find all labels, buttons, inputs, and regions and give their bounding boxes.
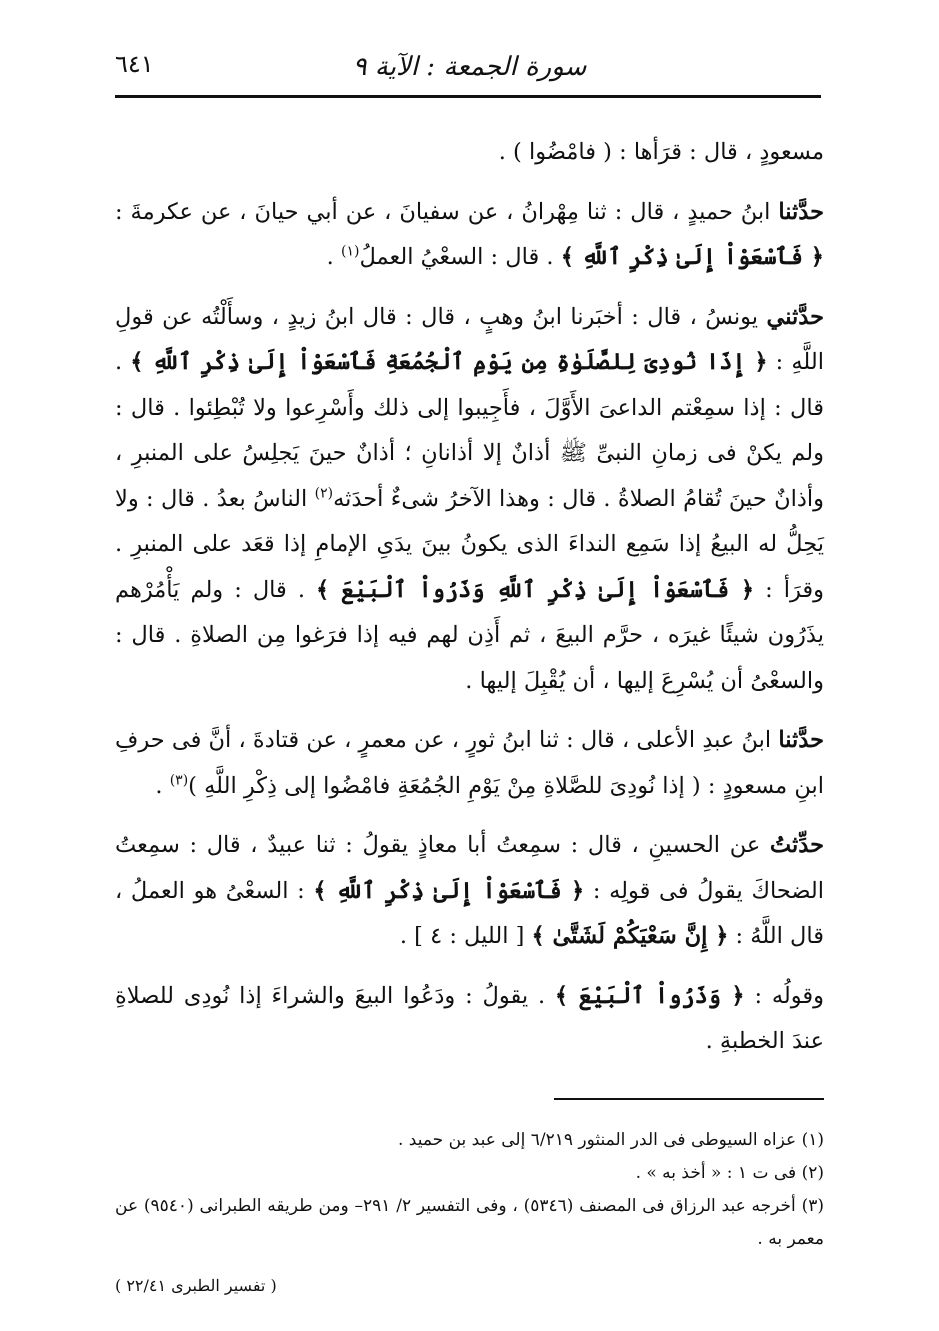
text-segment: . يقولُ : ودَعُوا البيعَ والشراءَ إذا نُودِى للصلاةِ عندَ الخطبةِ . [115, 982, 824, 1054]
narration-lead: حدَّثنا [778, 727, 824, 753]
footnote-2: (٢) فى ت ١ : « أخذ به » . [635, 1163, 824, 1183]
header-divider [115, 95, 821, 98]
paragraph-2 [115, 190, 824, 281]
text-segment: ابنُ حميدٍ ، قال : ثنا مِهْرانُ ، عن سفيانَ ، عن أبي حيانَ ، عن عكرمةَ : [115, 198, 779, 225]
text-segment: : السعْىُ هو العملُ ، قال اللَّهُ : [115, 877, 824, 949]
quran-verse: ﴿ إِذَا نُودِىَ لِلصَّلَوٰةِ مِن يَوْمِ ٱلْجُمُعَةِ فَٱسْعَوْاْ إِلَىٰ ذِكْرِ ٱللَّهِ ﴾ [130, 349, 768, 375]
paragraph-4 [115, 718, 824, 809]
text-segment: وقولُه : [744, 982, 825, 1009]
quran-verse: ﴿ فَٱسْعَوْاْ إِلَىٰ ذِكْرِ ٱللَّهِ ﴾ [313, 877, 585, 904]
paragraph-1 [115, 130, 824, 176]
narration-lead: حدِّثتُ [769, 832, 824, 858]
narration-lead: حدَّثني [766, 303, 824, 330]
footnote-ref-1[interactable]: (١) [340, 243, 360, 260]
quran-verse: ﴿ وَذَرُواْ ٱلْبَيْعَ ﴾ [554, 982, 745, 1009]
footnotes [115, 1124, 824, 1256]
text-segment: . قال : إذا سمِعْتم الداعىَ الأَوَّلَ ، فأَجِيبوا إلى ذلك وأَسْرِعوا ولا تُبْطِئوا . قال : ولم يكنْ فى زمانِ النبىِّ ﷺ أذانٌ إلا أذانانِ ؛ أذانٌ حينَ يَجلِسُ على المنبرِ ، وأذانٌ حينَ تُقامُ الصلاةُ . قال : وهذا الآخرُ شىءٌ أحدَثه [115, 349, 824, 512]
narration-lead: حدَّثنا [778, 198, 824, 225]
page-number: ٦٤١ [115, 50, 154, 78]
quran-verse: ﴿ فَٱسْعَوْاْ إِلَىٰ ذِكْرِ ٱللَّهِ وَذَرُواْ ٱلْبَيْعَ ﴾ [316, 576, 755, 603]
surah-title: سورة الجمعة : الآية ٩ [352, 52, 587, 82]
text-segment: عن الحسينِ ، قال : سمِعتُ أبا معاذٍ يقولُ : ثنا عبيدٌ ، قال : سمِعتُ الضحاكَ يقولُ فى قولِه : [115, 832, 824, 904]
text-segment: . [155, 772, 170, 799]
text-segment: يونسُ ، قال : أخبَرنا ابنُ وهبٍ ، قال : قال ابنُ زيدٍ ، وسأَلْتُه عن قولِ اللَّهِ : [115, 303, 824, 375]
paragraph-3 [115, 295, 824, 705]
main-text [115, 130, 824, 1065]
text-segment: . قال : ولم يَأْمُرْهم يذَرُون شيئًا غيرَه ، حرَّم البيعَ ، ثم أَذِن لهم فيه إذا فرَغوا مِن الصلاةِ . قال : والسعْىُ أن يُسْرِعَ إليها ، أن يُقْبِلَ إليها . [115, 576, 824, 694]
footnote-3: (٣) أخرجه عبد الرزاق فى المصنف (٥٣٤٦) ، وفى التفسير ٢/ ٢٩١– ومن طريقه الطبرانى (٩٥٤٠) عن معمر به . [115, 1196, 825, 1249]
quran-verse: ﴿ فَٱسْعَوْاْ إِلَىٰ ذِكْرِ ٱللَّهِ ﴾ [560, 244, 824, 270]
text-segment: . قال : السعْيُ العملُ [359, 244, 561, 270]
footnote-ref-3[interactable]: (٣) [169, 772, 189, 788]
footnote-divider [554, 1098, 824, 1100]
text-segment: مسعودٍ ، قال : قرَأها : ( فامْضُوا ) . [498, 139, 824, 165]
text-segment: . [326, 244, 341, 270]
paragraph-6 [115, 974, 824, 1065]
text-segment: ابنُ عبدِ الأعلى ، قال : ثنا ابنُ ثورٍ ، عن معمرٍ ، عن قتادةَ ، أنَّ فى حرفِ ابنِ مسعودٍ : ( إذا نُودِىَ للصَّلاةِ مِنْ يَوْمِ الجُمُعَةِ فامْضُوا إلى ذِكْرِ اللَّهِ ) [115, 727, 824, 799]
footnote-1: (١) عزاه السيوطى فى الدر المنثور ٦/٢١٩ إلى عبد بن حميد . [397, 1130, 824, 1150]
running-header [115, 40, 824, 90]
quran-verse: ﴿ إِنَّ سَعْيَكُمْ لَشَتَّىٰ ﴾ [531, 923, 729, 949]
text-segment: الناسُ بعدُ . قال : ولا يَحِلُّ له البيعُ إذا سَمِع النداءَ الذى يكونُ بينَ يدَىِ الإمامِ إذا قعَد على المنبرِ . وقرَأ : [115, 485, 825, 603]
paragraph-5 [115, 823, 824, 960]
text-segment: [ الليل : ٤ ] . [399, 923, 532, 949]
footnote-ref-2[interactable]: (٢) [314, 485, 334, 501]
volume-reference: ( تفسير الطبرى ٢٢/٤١ ) [115, 1276, 277, 1295]
